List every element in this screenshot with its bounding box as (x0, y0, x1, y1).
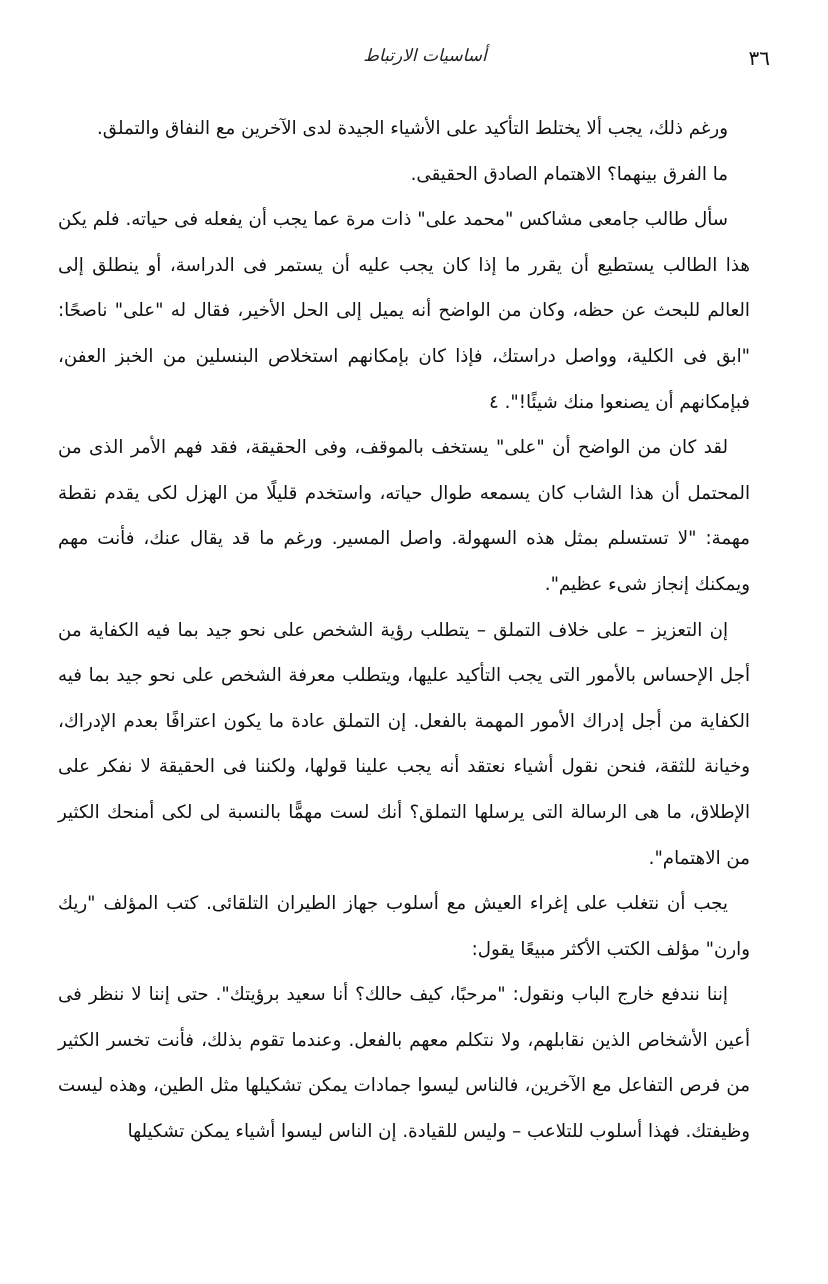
page-number: ٣٦ (748, 46, 770, 70)
body-text (58, 106, 750, 1155)
paragraph: سأل طالب جامعى مشاكس "محمد على" ذات مرة عما يجب أن يفعله فى حياته. فلم يكن هذا الطالب يستطيع أن يقرر ما إذا كان يجب عليه أن يستمر فى الدراسة، أو ينطلق إلى العالم للبحث عن حظه، وكان من الواضح أنه يميل إلى الحل الأخير، فقال له "على" ناصحًا: "ابق فى الكلية، وواصل دراستك، فإذا كان بإمكانهم استخلاص البنسلين من الخبز العفن، فبإمكانهم أن يصنعوا منك شيئًا!". ٤ (58, 209, 750, 413)
page-header (80, 46, 770, 78)
paragraph: لقد كان من الواضح أن "على" يستخف بالموقف، وفى الحقيقة، فقد فهم الأمر الذى من المحتمل أن هذا الشاب كان يسمعه طوال حياته، واستخدم قليلًا من الهزل لكى يقدم نقطة مهمة: "لا تستسلم بمثل هذه السهولة. واصل المسير. ورغم ما قد يقال عنك، فأنت مهم ويمكنك إنجاز شىء عظيم". (58, 437, 750, 595)
paragraph: ورغم ذلك، يجب ألا يختلط التأكيد على الأشياء الجيدة لدى الآخرين مع النفاق والتملق. (97, 118, 728, 139)
paragraph: ما الفرق بينهما؟ الاهتمام الصادق الحقيقى. (410, 163, 728, 185)
running-title: أساسيات الارتباط (363, 46, 487, 66)
paragraph: إن التعزيز – على خلاف التملق – يتطلب رؤية الشخص على نحو جيد بما فيه الكفاية من أجل الإحساس بالأمور التى يجب التأكيد عليها، ويتطلب معرفة الشخص على نحو جيد بما فيه الكفاية من أجل إدراك الأمور المهمة بالفعل. إن التملق عادة ما يكون اعترافًا بعدم الإدراك، وخيانة للثقة، فنحن نقول أشياء نعتقد أنه يجب علينا قولها، ولكننا فى الحقيقة لا نفكر على الإطلاق، ما هى الرسالة التى يرسلها التملق؟ أنك لست مهمًّا بالنسبة لى لكى أمنحك الكثير من الاهتمام". (58, 619, 750, 869)
paragraph: إننا نندفع خارج الباب ونقول: "مرحبًا، كيف حالك؟ أنا سعيد برؤيتك". حتى إننا لا ننظر فى أعين الأشخاص الذين نقابلهم، ولا نتكلم معهم بالفعل. وعندما تقوم بذلك، فأنت تخسر الكثير من فرص التفاعل مع الآخرين، فالناس ليسوا جمادات يمكن تشكيلها مثل الطين، وهذه ليست وظيفتك. فهذا أسلوب للتلاعب – وليس للقيادة. إن الناس ليسوا أشياء يمكن تشكيلها (58, 984, 750, 1143)
paragraph: يجب أن نتغلب على إغراء العيش مع أسلوب جهاز الطيران التلقائى. كتب المؤلف "ريك وارن" مؤلف الكتب الأكثر مبيعًا يقول: (58, 893, 750, 960)
